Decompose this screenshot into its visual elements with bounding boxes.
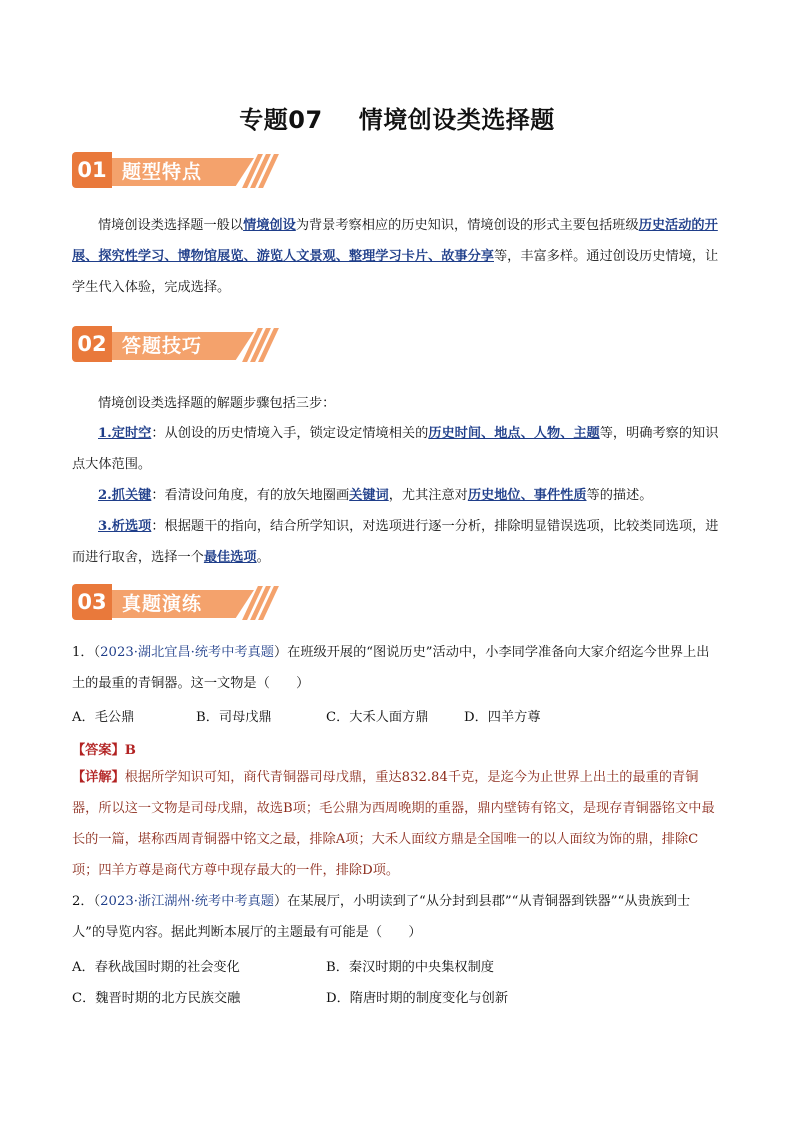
question-1-stem: 1．（2023·湖北宜昌·统考中考真题）在班级开展的“图说历史”活动中，小李同学准备向大家介绍迄今世界上出土的最重的青铜器。这一文物是（ ）	[72, 645, 710, 691]
section-label: 真题演练	[122, 593, 203, 615]
section-header-features	[72, 154, 272, 188]
section-number: 03	[72, 584, 112, 620]
keyword-scenario: 情境创设	[243, 218, 296, 233]
keyword-forms: 历史活动的开展、探究性学习、博物馆展览、游览人文景观、整理学习卡片、故事分享	[72, 218, 718, 264]
question-2-stem: 2．（2023·浙江湖州·统考中考真题）在某展厅，小明读到了“从分封到县郡”“从青铜器到铁器”“从贵族到士人”的导览内容。据此判断本展厅的主题最有可能是（ ）	[72, 894, 691, 940]
option-b[interactable]: B．秦汉时期的中央集权制度	[326, 960, 494, 975]
option-d[interactable]: D．四羊方尊	[464, 710, 541, 725]
section-label: 答题技巧	[122, 335, 203, 357]
title-topic-number: 专题07	[239, 106, 323, 134]
question-1-detail: 【详解】根据所学知识可知，商代青铜器司母戊鼎，重达832.84千克，是迄今为止世界上出土的最重的青铜器，所以这一文物是司母戊鼎，故选B项；毛公鼎为西周晚期的重器，鼎内壁铸有铭文，是现存青铜器铭文中最长的一篇，堪称西周青铜器中铭文之最，排除A项；大禾人面纹方鼎是全国唯一的以人面纹为饰的鼎，排除C项；四羊方尊是商代方尊中现存最大的一件，排除D项。	[72, 770, 715, 878]
section-header-skills	[72, 328, 272, 362]
section-number: 02	[72, 326, 112, 362]
option-d[interactable]: D．隋唐时期的制度变化与创新	[326, 991, 509, 1006]
skill-step-3: 3.析选项：根据题干的指向，结合所学知识，对选项进行逐一分析，排除明显错误选项，比较类同选项，进而进行取舍，选择一个最佳选项。	[72, 519, 719, 565]
skills-lead: 情境创设类选择题的解题步骤包括三步：	[98, 396, 336, 411]
option-c[interactable]: C．大禾人面方鼎	[326, 710, 429, 725]
title-topic-name: 情境创设类选择题	[358, 106, 555, 134]
section-header-practice	[72, 586, 272, 620]
question-source: 2023·湖北宜昌·统考中考真题	[100, 645, 274, 660]
question-1-answer: 【答案】B	[72, 743, 136, 758]
option-b[interactable]: B．司母戊鼎	[196, 710, 272, 725]
question-source: 2023·浙江湖州·统考中考真题	[100, 894, 274, 909]
section-number: 01	[72, 152, 112, 188]
section-label: 题型特点	[122, 161, 203, 183]
intro-paragraph: 情境创设类选择题一般以情境创设为背景考察相应的历史知识，情境创设的形式主要包括班级历史活动的开展、探究性学习、博物馆展览、游览人文景观、整理学习卡片、故事分享等，丰富多样。通过创设历史情境，让学生代入体验，完成选择。	[72, 218, 719, 295]
option-c[interactable]: C．魏晋时期的北方民族交融	[72, 991, 241, 1006]
option-a[interactable]: A．毛公鼎	[72, 710, 135, 725]
option-a[interactable]: A．春秋战国时期的社会变化	[72, 960, 240, 975]
skill-step-2: 2.抓关键：看清设问角度，有的放矢地圈画关键词，尤其注意对历史地位、事件性质等的描述。	[98, 488, 653, 503]
page-title	[0, 100, 794, 135]
skill-step-1: 1.定时空：从创设的历史情境入手，锁定设定情境相关的历史时间、地点、人物、主题等，明确考察的知识点大体范围。	[72, 426, 719, 472]
